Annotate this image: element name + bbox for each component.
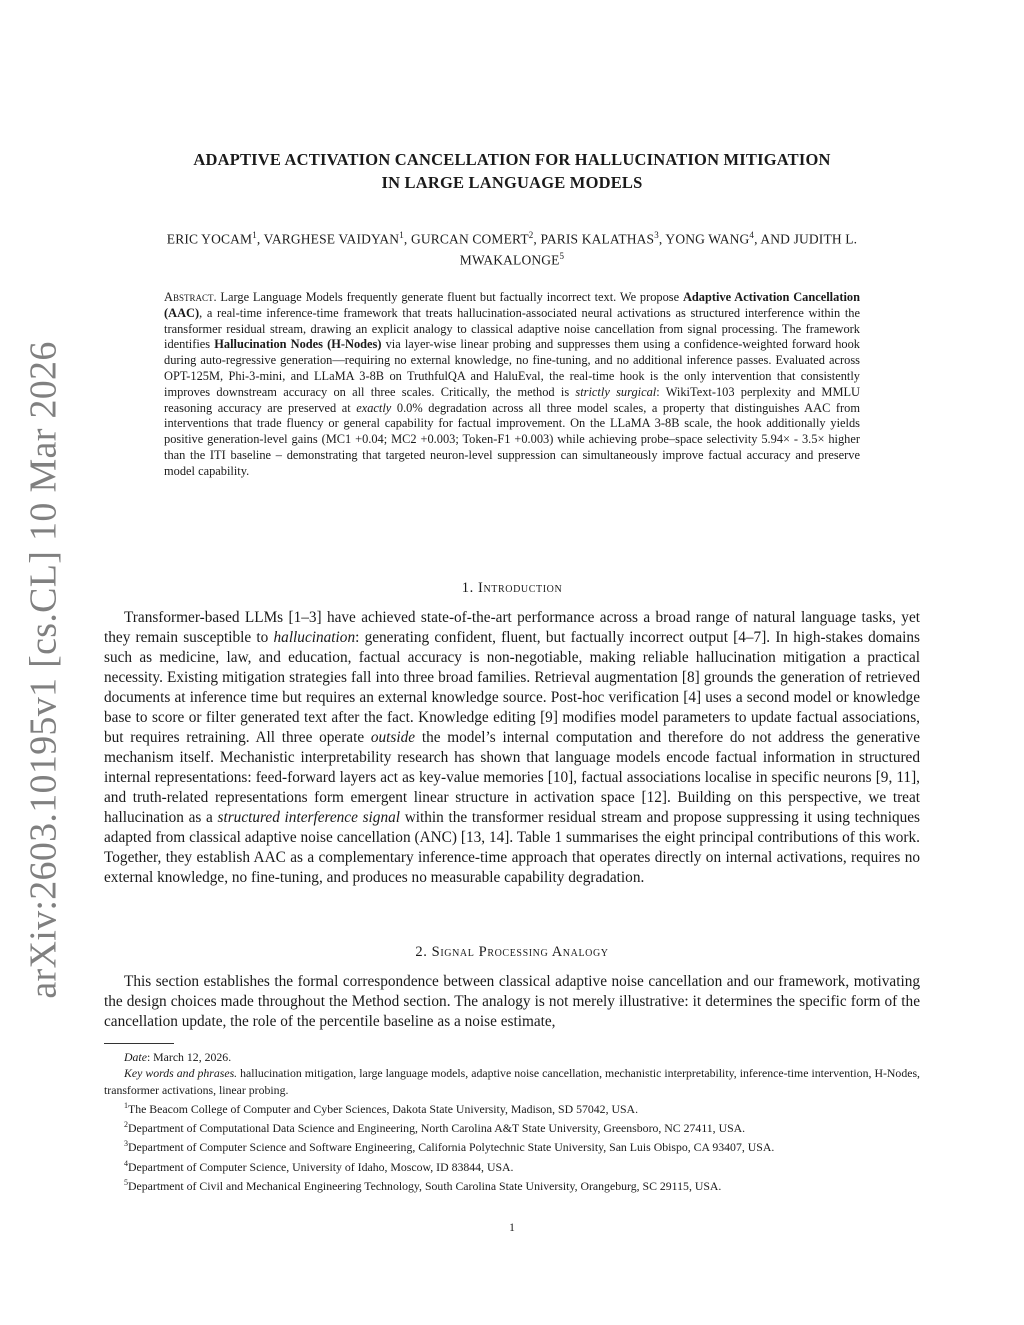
abstract-italic-term: exactly [356, 400, 392, 415]
footnote-text: Department of Computational Data Science and Engineering, North Carolina A&T State University, Greensboro, NC 27411, USA. [128, 1121, 746, 1136]
footnote-affiliation-2 [104, 1117, 920, 1136]
footnote-text: Department of Computer Science, University of Idaho, Moscow, ID 83844, USA. [128, 1159, 514, 1174]
separator: , [256, 231, 264, 247]
arxiv-sidebar-identifier [14, 341, 74, 999]
body-text: : generating confident, fluent, but factually incorrect output [4–7]. In high-stakes domains such as medicine, law, and education, factual accuracy is non-negotiable, making reliable hallucination mitigation a practical necessity. Existing mitigation strategies fall into three broad families. Retrieval augmentation [8] grounds the generation of retrieved documents at inference time but requires an external knowledge source. Post-hoc verification [4] uses a second model or knowledge base to score or filter generated text after the fact. Knowledge editing [9] modifies model parameters to update factual associations, but requires retraining. All three operate [104, 629, 920, 746]
footnote-affiliation-5 [104, 1175, 920, 1194]
author-line-1 [100, 227, 924, 248]
affiliation-mark: 3 [654, 230, 659, 240]
author-name: VARGHESE VAIDYAN [263, 231, 400, 247]
footnote-text: The Beacom College of Computer and Cyber Sciences, Dakota State University, Madison, SD 57042, USA. [128, 1101, 639, 1116]
section-heading-introduction: 1. Introduction [461, 580, 563, 596]
introduction-paragraph [104, 608, 920, 888]
signal-processing-paragraph: This section establishes the formal correspondence between classical adaptive noise cancellation and our framework, motivating the design choices made throughout the Method section. The analogy is not merely illustrative: it determines the specific form of the cancellation update, the role of the percentile baseline as a noise estimate, [104, 973, 920, 1030]
abstract-label: Abstract. [164, 290, 217, 304]
footnote-mark: 1 [124, 1100, 128, 1110]
abstract-italic-term: strictly surgical [575, 384, 657, 399]
body-text: within the transformer residual stream and propose suppressing it using techniques adapted from classical adaptive noise cancellation (ANC) [13, 14]. Table 1 summarises the eight principal contributions of this work. Together, they establish AAC as a complementary inference-time approach that operates directly on internal activations, requires no external knowledge, no fine-tuning, and produces no measurable capability degradation. [104, 809, 920, 886]
section-heading-signal-processing: 2. Signal Processing Analogy [415, 944, 609, 960]
footnote-mark: 3 [124, 1139, 128, 1149]
author-name: MWAKALONGE [459, 252, 560, 268]
separator: , [533, 231, 541, 247]
footnote-text: : March 12, 2026. [146, 1050, 232, 1064]
footnote-affiliation-4 [104, 1156, 920, 1175]
arxiv-id-text: arXiv:2603.10195v1 [cs.CL] 10 Mar 2026 [23, 341, 65, 999]
footnote-mark: 4 [124, 1158, 128, 1168]
italic-term: outside [370, 729, 416, 746]
footnotes [104, 1049, 920, 1194]
footnote-label: Date [124, 1050, 147, 1064]
footnote-text: Department of Computer Science and Software Engineering, California Polytechnic State University, San Luis Obispo, CA 93407, USA. [128, 1140, 775, 1155]
paper-title [100, 148, 924, 194]
abstract-text: via layer-wise linear probing and suppresses them using a confidence-weighted forward hook during auto-regressive generation—requiring no external knowledge, no fine-tuning, and no additional inference passes. Evaluated across OPT-125M, Phi-3-mini, and LLaMA 3-8B on TruthfulQA and HaluEval, the real-time hook is the only intervention that consistently improves downstream accuracy on all three scales. Critically, the method is [164, 337, 860, 399]
page-number: 1 [509, 1222, 515, 1234]
abstract [164, 290, 860, 480]
body-text: the model’s internal computation and therefore do not address the generative mechanism itself. Mechanistic interpretability research has shown that language models encode factual information in structured internal representations: feed-forward layers act as key-value memories [10], factual associations localise in specific neurons [9, 11], and truth-related representations form emergent linear structure in activation space [12]. Building on this perspective, we treat hallucination as a [104, 729, 920, 826]
abstract-text: , a real-time inference-time framework that treats hallucination-associated neural activations as structured interference within the transformer residual stream, drawing an explicit analogy to classical adaptive noise cancellation from signal processing. The framework identifies [164, 305, 860, 352]
affiliation-mark: 5 [559, 251, 565, 261]
footnote-divider [104, 1043, 174, 1044]
footnote-text: Department of Civil and Mechanical Engineering Technology, South Carolina State University, Orangeburg, SC 29115, USA. [128, 1178, 722, 1193]
separator: , [754, 231, 761, 247]
affiliation-mark: 2 [528, 230, 534, 240]
separator: , [403, 231, 411, 247]
footnote-text: hallucination mitigation, large language models, adaptive noise cancellation, mechanistic interpretability, inference-time intervention, H-Nodes, transformer activations, linear probing. [104, 1066, 920, 1097]
footnote-mark: 5 [124, 1177, 128, 1187]
footnote-affiliation-1 [104, 1098, 920, 1117]
title-line-1: ADAPTIVE ACTIVATION CANCELLATION FOR HALLUCINATION MITIGATION [193, 150, 831, 169]
title-line-2: IN LARGE LANGUAGE MODELS [381, 173, 643, 192]
footnote-keywords [104, 1065, 920, 1098]
abstract-bold-term: Hallucination Nodes (H-Nodes) [214, 337, 382, 352]
author-name: AND JUDITH L. [760, 231, 858, 247]
footnote-label: Key words and phrases. [124, 1066, 238, 1081]
body-text: Transformer-based LLMs [1–3] have achieved state-of-the-art performance across a broad range of natural language tasks, yet they remain susceptible to [104, 609, 920, 646]
italic-term: structured interference signal [217, 809, 401, 826]
footnote-date [104, 1049, 920, 1065]
author-name: YONG WANG [665, 231, 750, 247]
separator: , [658, 231, 666, 247]
affiliation-mark: 1 [252, 230, 257, 240]
abstract-text: 0.0% degradation across all three model scales, a property that distinguishes AAC from interventions that trade fluency or general capability for factual improvement. On the LLaMA 3-8B scale, the hook additionally yields positive generation-level gains (MC1 +0.04; MC2 +0.003; Token-F1 +0.003) while achieving probe–space selectivity 5.94× - 3.5× higher than the ITI baseline – demonstrating that targeted neuron-level suppression can simultaneously improve factual accuracy and preserve model capability. [164, 400, 860, 478]
italic-term: hallucination [273, 629, 356, 646]
abstract-bold-term: Adaptive Activation Cancellation (AAC) [164, 290, 860, 320]
footnote-mark: 2 [124, 1120, 128, 1130]
abstract-text: : WikiText-103 perplexity and MMLU reasoning accuracy are preserved at [164, 384, 860, 415]
affiliation-mark: 1 [399, 230, 404, 240]
author-name: ERIC YOCAM [166, 231, 253, 247]
author-name: GURCAN COMERT [410, 231, 529, 247]
author-list [100, 227, 924, 269]
footnote-affiliation-3 [104, 1136, 920, 1155]
abstract-text: Large Language Models frequently generate fluent but factually incorrect text. We propose [216, 290, 683, 304]
author-name: PARIS KALATHAS [540, 231, 655, 247]
author-line-2 [100, 248, 924, 269]
affiliation-mark: 4 [749, 230, 755, 240]
